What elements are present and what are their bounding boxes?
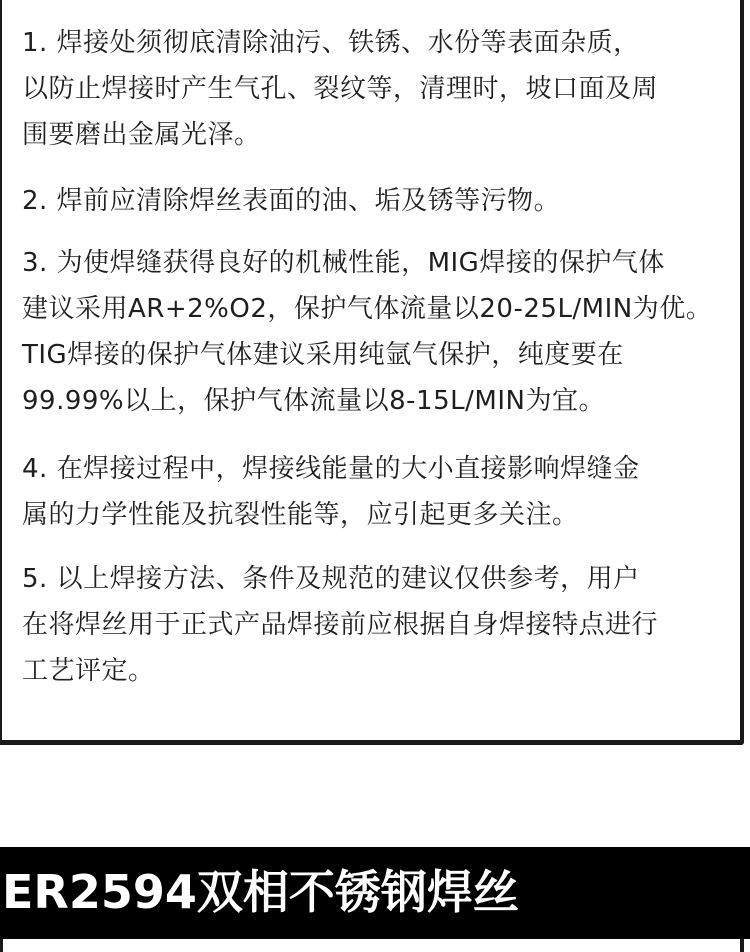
note-1 xyxy=(22,20,742,158)
note-4-line-1: 4. 在焊接过程中，焊接线能量的大小直接影响焊缝金 xyxy=(22,454,640,484)
note-3-line-1: 3. 为使焊缝获得良好的机械性能，MIG焊接的保护气体 xyxy=(22,248,665,278)
note-3-line-3: TIG焊接的保护气体建议采用纯氩气保护，纯度要在 xyxy=(22,340,624,370)
note-5 xyxy=(22,556,742,694)
note-1-line-1: 1. 焊接处须彻底清除油污、铁锈、水份等表面杂质， xyxy=(22,28,640,58)
note-4 xyxy=(22,446,742,538)
note-2-line-1: 2. 焊前应清除焊丝表面的油、垢及锈等污物。 xyxy=(22,186,561,216)
note-3 xyxy=(22,240,742,424)
note-1-line-3: 围要磨出金属光泽。 xyxy=(22,120,261,150)
note-5-line-3: 工艺评定。 xyxy=(22,656,155,686)
note-3-line-2: 建议采用AR+2%O2，保护气体流量以20-25L/MIN为优。 xyxy=(22,294,713,324)
note-3-line-4: 99.99%以上，保护气体流量以8-15L/MIN为宜。 xyxy=(22,386,605,416)
note-5-line-1: 5. 以上焊接方法、条件及规范的建议仅供参考，用户 xyxy=(22,564,640,594)
next-section-box-edge xyxy=(0,939,744,952)
note-1-line-2: 以防止焊接时产生气孔、裂纹等，清理时，坡口面及周 xyxy=(22,74,659,104)
note-2 xyxy=(22,178,742,224)
note-4-line-2: 属的力学性能及抗裂性能等，应引起更多关注。 xyxy=(22,500,579,530)
section-title: ER2594双相不锈钢焊丝 xyxy=(2,865,519,919)
section-title-bar xyxy=(0,847,750,939)
note-5-line-2: 在将焊丝用于正式产品焊接前应根据自身焊接特点进行 xyxy=(22,610,659,640)
